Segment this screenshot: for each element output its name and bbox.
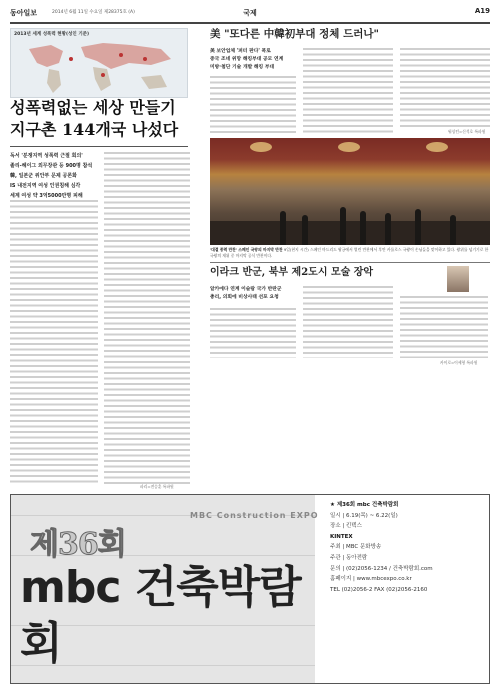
ad-info-line: 주최 | MBC 문화방송: [330, 544, 382, 551]
person-figure: [385, 213, 391, 245]
ad-info-line: 문의 | (02)2056-1234 / 건축박람회.com: [330, 565, 433, 572]
ad-info-line: TEL (02)2056-2 FAX (02)2056-2160: [330, 586, 428, 593]
byline: 파리=전승훈 특파원: [140, 484, 174, 489]
body-text-column: [104, 152, 190, 484]
issue-date: 2014년 6월 11일 수요일 제28375호 (A): [52, 10, 135, 15]
left-subhead: 세계 여성 약 3억5000만명 피해: [10, 193, 83, 199]
right-subheads: [210, 48, 296, 72]
right-headline: 美 "또다른 中韓初부대 정체 드러나": [210, 28, 379, 40]
chandelier-icon: [426, 142, 448, 152]
body-text-column: [210, 76, 296, 134]
left-subhead: IS 내전지역 여성 인권침해 심각: [10, 183, 81, 189]
mugshot-photo: [447, 266, 469, 292]
chandelier-icon: [338, 142, 360, 152]
byline: 카이로=이세형 특파원: [440, 360, 478, 365]
body-text-column: [303, 48, 393, 134]
body-text-column: [400, 48, 490, 128]
iraq-subhead: 알카에다 연계 이슬람 국가 반란군: [210, 287, 282, 292]
person-figure: [360, 211, 366, 245]
body-text-column: [10, 200, 98, 484]
ad-info: [330, 500, 485, 595]
body-text-column: [303, 286, 393, 358]
map-title: 2013년 세계 성폭력 현황(성인 기준): [14, 32, 90, 37]
world-map-icon: [11, 29, 189, 99]
masthead: [10, 6, 490, 24]
section-title: 국제: [243, 9, 257, 17]
person-figure: [302, 215, 308, 245]
iraq-subhead: 총리, 의회에 비상사태 선포 요청: [210, 295, 279, 300]
divider: [10, 146, 188, 147]
photo-floor: [210, 221, 490, 245]
person-figure: [340, 207, 346, 245]
iraq-headline: 이라크 반군, 북부 제2도시 모술 장악: [210, 267, 374, 278]
left-headline-line-2: 지구촌 144개국 나섰다: [10, 120, 179, 139]
ad-info-line: 주관 | 동아전람: [330, 554, 368, 561]
person-figure: [415, 209, 421, 245]
caption-lead: '대결 종력 만찬' 스페인 국왕의 마지막 만찬: [210, 247, 283, 252]
right-subhead: 美 보안업체 '퍼터 판다' 폭로: [210, 49, 271, 54]
ad-info-line: 일시 | 6.19(목) ~ 6.22(일): [330, 512, 398, 519]
ad-edition: 제36회: [30, 527, 126, 562]
left-subhead: 독서 '분쟁지역 성폭력 근절 회의': [10, 153, 83, 159]
caption-text: 9일(현지 시간) 스페인 마드리드 왕궁에서 열린 만찬에서 후안 카를로스 국왕이 손님들을 맞이하고 있다. 왕위를 넘기기로 한 국왕의 재위 중 마지막 공식 만찬이다.: [210, 247, 489, 258]
left-subhead: 韓, 일본군 위안부 문제 공론화: [10, 173, 77, 179]
person-figure: [280, 211, 286, 245]
left-subhead: 졸리-헤이그 외무장관 등 900명 참석: [10, 163, 93, 169]
photo-caption: [210, 247, 490, 258]
left-headline-line-1: 성폭력없는 세상 만들기: [10, 98, 176, 117]
ad-info-line: KINTEX: [330, 533, 353, 540]
ad-info-line: ★ 제36회 mbc 건축박람회: [330, 502, 399, 508]
ad-main-title: mbc 건축박람회: [20, 562, 301, 669]
page-number: A19: [474, 7, 490, 15]
byline: 워싱턴=신석호 특파원: [448, 129, 486, 134]
newspaper-name: 동아일보: [10, 9, 38, 17]
right-subhead: 중국 조네 위망 해킹부대 공모 연계: [210, 57, 284, 62]
person-figure: [450, 215, 456, 245]
left-subheads: [10, 152, 100, 202]
banquet-photo: [210, 138, 490, 245]
iraq-subheads: [210, 286, 296, 302]
chandelier-icon: [250, 142, 272, 152]
world-map-figure: [10, 28, 188, 98]
ad-info-line: 홈페이지 | www.mbcexpo.co.kr: [330, 576, 412, 583]
ad-info-line: 장소 | 킨텍스: [330, 523, 362, 530]
divider: [210, 262, 490, 263]
right-subhead: 미방·첨단 기술 개발 해킹 부대: [210, 65, 275, 70]
ad-english-title: MBC Construction EXPO: [190, 511, 319, 520]
body-text-column: [210, 308, 296, 358]
body-text-column: [400, 296, 488, 358]
